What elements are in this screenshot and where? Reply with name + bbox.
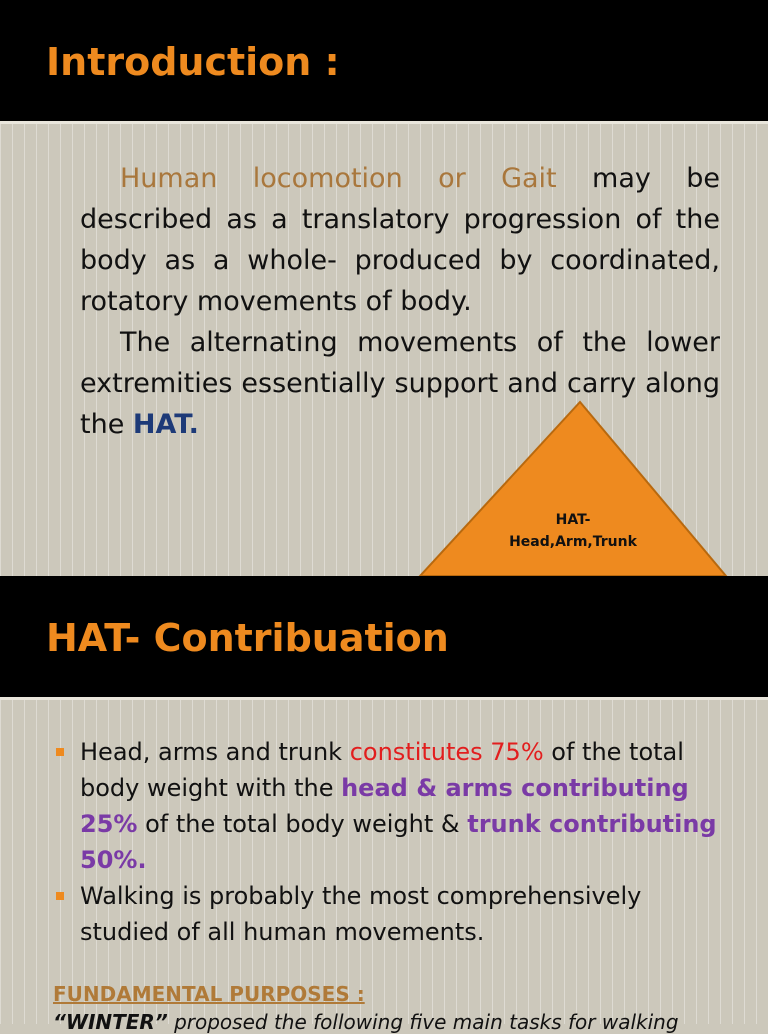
winter-text: proposed the following five main tasks for walking <box>167 1010 679 1034</box>
bullet-hat-weight <box>80 734 720 878</box>
slide-title: Introduction : <box>46 40 340 84</box>
bullet-marker <box>56 748 64 756</box>
bullet-marker <box>56 892 64 900</box>
title-bar <box>0 0 768 124</box>
title-bar <box>0 576 768 700</box>
hat-sentence: The alternating movements of the lower extremities essentially support and carry along the <box>80 327 720 440</box>
paragraph-gait-definition <box>80 158 720 322</box>
hat-term: HAT. <box>132 409 199 440</box>
fundamental-purposes-heading: FUNDAMENTAL PURPOSES : <box>53 982 365 1006</box>
slide-title: HAT- Contribuation <box>46 616 449 660</box>
winter-name: “WINTER” <box>53 1010 168 1034</box>
triangle-label-line2: Head,Arm,Trunk <box>509 534 637 550</box>
bullet-text: of the total body weight & <box>137 810 468 838</box>
hat-triangle-diagram <box>418 400 728 576</box>
bullet-walking-studied <box>80 878 720 950</box>
bullet-text: of the total body weight with the <box>80 738 684 802</box>
trunk-percentage: trunk contributing 50%. <box>80 810 717 874</box>
triangle-label-line1: HAT- <box>555 512 591 528</box>
bullet-text: Head, arms and trunk <box>80 738 350 766</box>
gait-term: Human locomotion or Gait <box>120 163 557 194</box>
winter-tasks-line <box>53 1010 753 1034</box>
hat-percentage: constitutes 75% <box>349 738 544 766</box>
bullet-list <box>80 734 720 950</box>
head-arms-percentage: head & arms contributing 25% <box>80 774 689 838</box>
bullet-text: Walking is probably the most comprehensively studied of all human movements. <box>80 882 642 946</box>
gait-description: may be described as a translatory progression of the body as a whole- produced by coordinated, rotatory movements of body. <box>80 163 720 317</box>
